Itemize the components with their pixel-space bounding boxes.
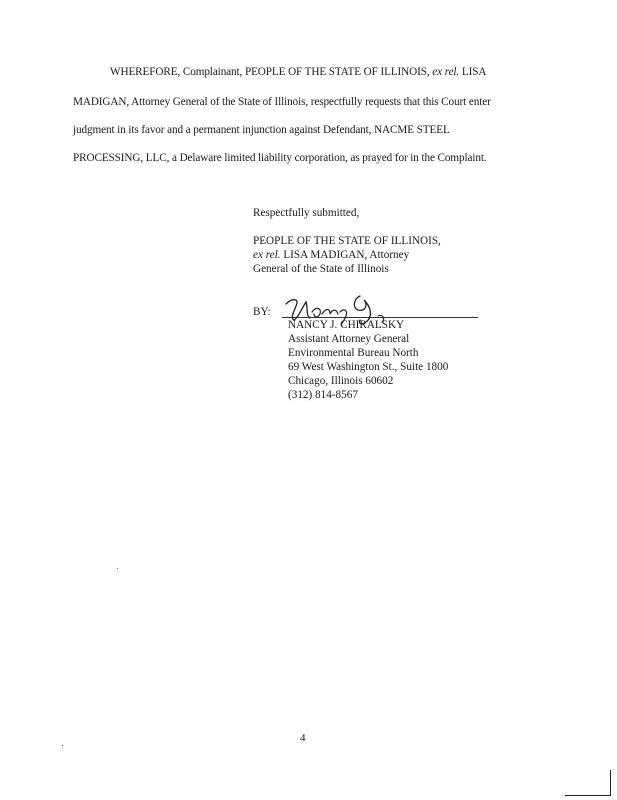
attorney-title: Assistant Attorney General xyxy=(288,333,410,345)
scan-speck xyxy=(117,568,118,569)
exrel-rest: LISA MADIGAN, Attorney xyxy=(280,249,410,261)
scan-corner-mark xyxy=(610,770,611,796)
attorney-name: NANCY J. CHIRALSKY xyxy=(288,319,405,331)
closing-respectfully xyxy=(253,206,359,220)
body-line-2: MADIGAN, Attorney General of the State of Illinois, respectfully requests that this Court enter xyxy=(73,96,491,108)
attorney-block xyxy=(288,318,448,402)
body-line-1 xyxy=(110,66,486,78)
body-line-1-italic: ex rel. xyxy=(432,66,460,78)
respectfully-text: Respectfully submitted, xyxy=(253,207,360,219)
scan-speck xyxy=(62,745,63,746)
attorney-bureau: Environmental Bureau North xyxy=(288,347,419,359)
closing-party-block xyxy=(253,234,441,276)
scan-corner-mark xyxy=(565,795,611,796)
attorney-phone: (312) 814-8567 xyxy=(288,389,358,401)
attorney-address: 69 West Washington St., Suite 1800 xyxy=(288,361,449,373)
exrel-line xyxy=(253,248,441,262)
attorney-city: Chicago, Illinois 60602 xyxy=(288,375,394,387)
by-label: BY: xyxy=(253,306,271,318)
body-line-1-suffix: LISA xyxy=(459,66,487,78)
exrel-italic: ex rel. xyxy=(253,249,281,261)
party-line: PEOPLE OF THE STATE OF ILLINOIS, xyxy=(253,235,441,247)
body-line-4: PROCESSING, LLC, a Delaware limited liability corporation, as prayed for in the Complaint. xyxy=(73,152,487,164)
page-number: 4 xyxy=(300,732,306,744)
body-line-3: judgment in its favor and a permanent injunction against Defendant, NACME STEEL xyxy=(73,124,450,136)
general-line: General of the State of Illinois xyxy=(253,263,389,275)
body-line-1-prefix: WHEREFORE, Complainant, PEOPLE OF THE STATE OF ILLINOIS, xyxy=(110,66,433,78)
